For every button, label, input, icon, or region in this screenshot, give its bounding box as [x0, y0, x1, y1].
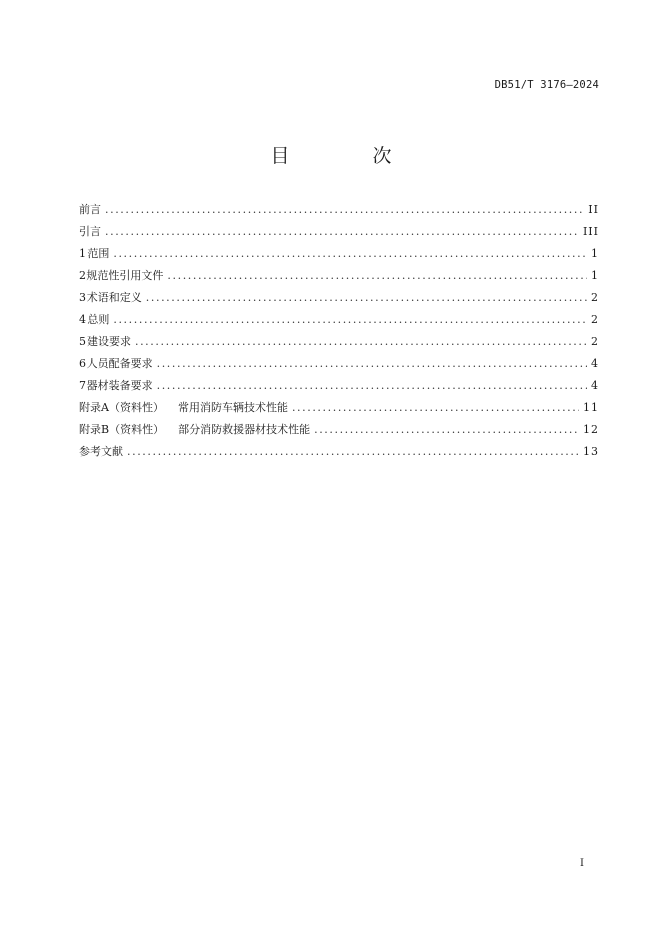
toc-entry-label: [79, 397, 288, 419]
toc-leader-dots: [113, 309, 587, 331]
toc-entry-number: 5: [79, 335, 86, 348]
toc-leader-dots: [292, 397, 579, 419]
toc-entry-introduction[interactable]: [79, 221, 599, 243]
toc-entry-label: 总则: [87, 313, 110, 326]
toc-entry-number: 3: [79, 291, 86, 304]
toc-leader-dots: [146, 287, 587, 309]
appendix-label: 附录A（资料性）: [79, 401, 164, 414]
toc-leader-dots: [314, 419, 579, 441]
toc-entry-number: 2: [79, 269, 86, 282]
toc-entry-scope[interactable]: [79, 243, 599, 265]
toc-leader-dots: [105, 199, 584, 221]
toc-entry-page: 2: [591, 335, 599, 348]
toc-entry-page: 4: [591, 379, 599, 392]
toc-entry-equipment-requirements[interactable]: [79, 375, 599, 397]
document-code: DB51/T 3176—2024: [494, 79, 599, 91]
toc-entry-label: 引言: [79, 225, 101, 238]
toc-entry-label: 建设要求: [86, 335, 131, 348]
toc-entry-label: 前言: [79, 203, 101, 216]
toc-entry-label: 术语和定义: [86, 291, 142, 304]
toc-entry-page: 4: [591, 357, 599, 370]
table-of-contents: [79, 199, 599, 463]
toc-entry-label: 人员配备要求: [86, 357, 153, 370]
toc-entry-construction-requirements[interactable]: [79, 331, 599, 353]
toc-entry-label: 参考文献: [79, 445, 123, 458]
toc-leader-dots: [113, 243, 587, 265]
appendix-title: 部分消防救援器材技术性能: [178, 423, 311, 436]
toc-entry-page: 11: [583, 401, 599, 414]
toc-entry-terms-definitions[interactable]: [79, 287, 599, 309]
toc-entry-page: II: [588, 203, 599, 216]
toc-entry-label: 范围: [87, 247, 110, 260]
toc-entry-staffing-requirements[interactable]: [79, 353, 599, 375]
toc-entry-foreword[interactable]: [79, 199, 599, 221]
toc-entry-normative-references[interactable]: [79, 265, 599, 287]
toc-entry-label: 规范性引用文件: [86, 269, 164, 282]
toc-leader-dots: [105, 221, 579, 243]
toc-leader-dots: [157, 375, 587, 397]
toc-entry-appendix-a[interactable]: [79, 397, 599, 419]
toc-entry-number: 6: [79, 357, 86, 370]
toc-leader-dots: [135, 331, 587, 353]
toc-entry-number: 7: [79, 379, 86, 392]
toc-entry-page: 2: [591, 313, 599, 326]
appendix-label: 附录B（资料性）: [79, 423, 165, 436]
toc-entry-page: 1: [591, 269, 599, 282]
toc-leader-dots: [167, 265, 587, 287]
toc-title: 目 次: [270, 145, 424, 167]
toc-entry-number: 1: [79, 247, 86, 260]
appendix-title: 常用消防车辆技术性能: [177, 401, 288, 414]
toc-entry-appendix-b[interactable]: [79, 419, 599, 441]
toc-entry-page: 1: [591, 247, 599, 260]
toc-entry-page: 13: [583, 445, 599, 458]
toc-entry-page: 2: [591, 291, 599, 304]
toc-leader-dots: [127, 441, 579, 463]
toc-entry-bibliography[interactable]: [79, 441, 599, 463]
toc-leader-dots: [157, 353, 587, 375]
toc-entry-label: [79, 419, 310, 441]
toc-entry-page: 12: [583, 423, 599, 436]
toc-entry-label: 器材装备要求: [86, 379, 153, 392]
toc-entry-number: 4: [79, 313, 86, 326]
toc-entry-page: III: [582, 225, 599, 238]
toc-entry-general[interactable]: [79, 309, 599, 331]
page-number: I: [580, 858, 584, 869]
